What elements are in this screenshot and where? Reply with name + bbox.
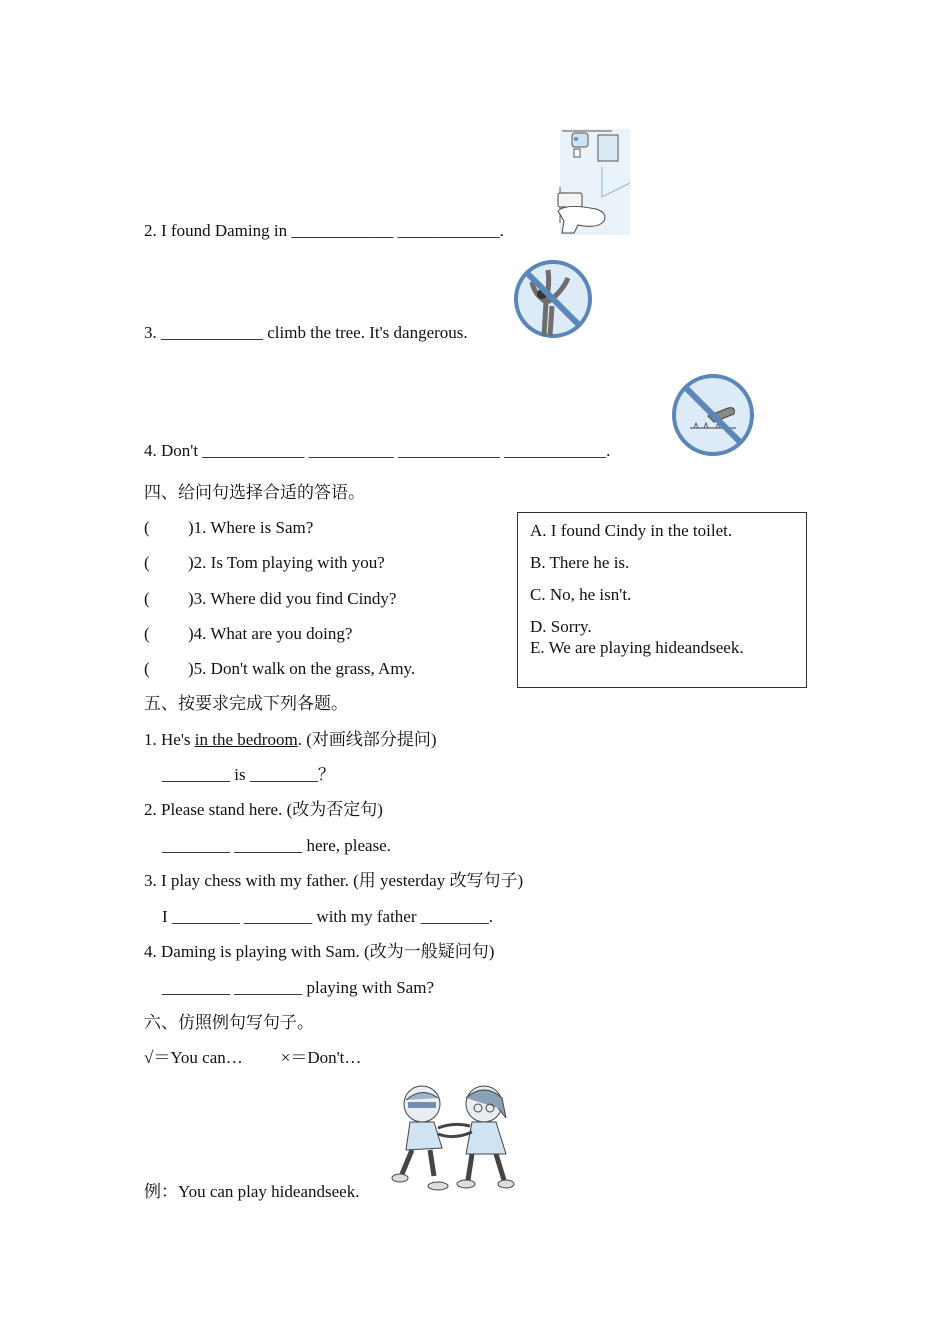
answer-option: D. Sorry. bbox=[530, 617, 592, 636]
answer-option: B. There he is. bbox=[530, 553, 630, 572]
section-4-heading: 四、给问句选择合适的答语。 bbox=[144, 483, 365, 502]
answer-options-box bbox=[517, 512, 807, 688]
exercise-3-q3: 3. ____________ climb the tree. It's dangerous. bbox=[144, 323, 468, 342]
exercise-5-q2: 2. Please stand here. (改为否定句) bbox=[144, 800, 383, 819]
symbol-key: √＝You can… ×＝Don't… bbox=[144, 1048, 362, 1067]
no-walking-on-grass-sign bbox=[670, 372, 756, 458]
section-5-heading: 五、按要求完成下列各题。 bbox=[144, 694, 348, 713]
answer-line: ________ ________ playing with Sam? bbox=[162, 978, 434, 997]
exercise-3-q4: 4. Don't ____________ __________ ____________ ____________. bbox=[144, 441, 611, 460]
exercise-3-q2: 2. I found Daming in ____________ ____________. bbox=[144, 221, 504, 240]
question-row: ( )3. Where did you find Cindy? bbox=[144, 589, 397, 608]
question-row: ( )4. What are you doing? bbox=[144, 624, 353, 643]
question-row: ( )5. Don't walk on the grass, Amy. bbox=[144, 659, 416, 678]
kids-playing-hideandseek-illustration bbox=[388, 1082, 520, 1194]
answer-option: C. No, he isn't. bbox=[530, 585, 632, 604]
answer-line: I ________ ________ with my father ________. bbox=[162, 907, 493, 926]
no-climbing-tree-sign bbox=[512, 258, 594, 340]
exercise-5-q1: 1. He's in the bedroom. (对画线部分提问) bbox=[144, 730, 437, 749]
answer-line: ________ is ________？ bbox=[162, 765, 335, 784]
exercise-5-q4: 4. Daming is playing with Sam. (改为一般疑问句) bbox=[144, 942, 495, 961]
exercise-5-q3: 3. I play chess with my father. (用 yesterday 改写句子) bbox=[144, 871, 524, 890]
answer-option: E. We are playing hideandseek. bbox=[530, 638, 744, 657]
answer-option: A. I found Cindy in the toilet. bbox=[530, 521, 733, 540]
example-sentence: 例：You can play hideandseek. bbox=[144, 1182, 360, 1201]
section-6-heading: 六、仿照例句写句子。 bbox=[144, 1013, 314, 1032]
toilet-illustration bbox=[552, 127, 630, 237]
question-row: ( )2. Is Tom playing with you? bbox=[144, 553, 385, 572]
question-row: ( )1. Where is Sam? bbox=[144, 518, 314, 537]
answer-line: ________ ________ here, please. bbox=[162, 836, 391, 855]
